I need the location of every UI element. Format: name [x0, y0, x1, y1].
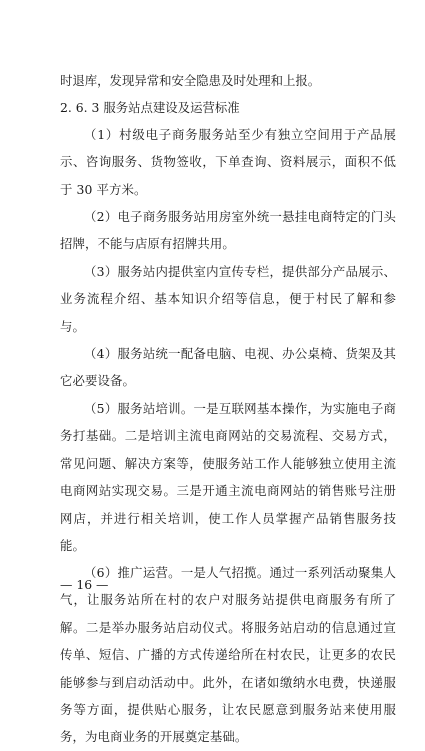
- paragraph-1: （1）村级电子商务服务站至少有独立空间用于产品展示、咨询服务、货物签收，下单查询、资料展示，面积不低于 30 平方米。: [60, 127, 396, 197]
- paragraph-2: （2）电子商务服务站用房室外统一悬挂电商特定的门头招牌，不能与店原有招牌共用。: [60, 209, 396, 252]
- paragraph-3: （3）服务站内提供室内宣传专栏，提供部分产品展示、 业务流程介绍、基本知识介绍等信息，便于村民了解和参与。: [60, 264, 396, 334]
- continuation-line: 时退库，发现异常和安全隐患及时处理和上报。: [60, 73, 321, 88]
- page-number: — 16 —: [60, 577, 109, 592]
- section-heading: 2. 6. 3 服务站点建设及运营标准: [60, 100, 240, 115]
- paragraph-6: （6）推广运营。一是人气招揽。通过一系列活动聚集人气，让服务站所在村的农户对服务站提供电商服务有所了解。二是举办服务站启动仪式。将服务站启动的信息通过宣传单、短信、广播的方式传递给所在村农民，让更多的农民能够参与到启动活动中。此外，在诸如缴纳水电费，快递服务等方面，提供贴心服务，让农民愿意到服务站来使用服务，为电商业务的开展奠定基础。: [60, 565, 396, 745]
- paragraph-4: （4）服务站统一配备电脑、电视、办公桌椅、货架及其 它必要设备。: [60, 346, 396, 389]
- paragraph-5: （5）服务站培训。一是互联网基本操作，为实施电子商务打基础。二是培训主流电商网站的交易流程、交易方式，常见问题、解决方案等，使服务站工作人能够独立使用主流电商网站实现交易。三是开通主流电商网站的销售账号注册网店，并进行相关培训，使工作人员掌握产品销售服务技能。: [60, 401, 396, 554]
